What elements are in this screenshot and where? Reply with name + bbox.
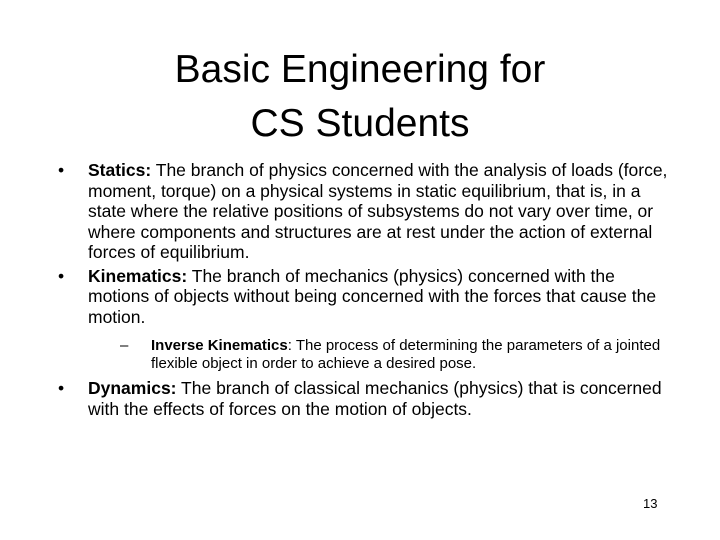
bullet-text: The branch of physics concerned with the analysis of loads (force, moment, torque) on a physical systems in static equilibrium, that is, in a state where the relative positions of subsystems do not vary over time, or where components and structures are at rest under the action of external forces of equilibrium. — [88, 160, 668, 262]
bullet-statics — [57, 160, 677, 263]
sub-bullet-marker: – — [120, 337, 129, 354]
bullet-term: Kinematics: — [88, 265, 188, 286]
bullet-marker: • — [58, 378, 65, 398]
bullet-term: Dynamics: — [88, 378, 177, 398]
slide-title-line-2: CS Students — [250, 102, 470, 145]
sub-bullet-text: : The process of determining the parameters of a jointed flexible object in order to achieve a desired pose. — [151, 337, 661, 372]
bullet-marker: • — [58, 160, 65, 180]
bullet-text: The branch of classical mechanics (physics) that is concerned with the effects of forces on the motion of objects. — [88, 378, 662, 419]
bullet-list — [57, 160, 677, 419]
bullet-dynamics — [57, 378, 677, 419]
bullet-kinematics — [57, 266, 677, 373]
page-number: 13 — [643, 496, 658, 511]
bullet-marker: • — [58, 265, 65, 286]
bullet-text: The branch of mechanics (physics) concerned with the motions of objects without being concerned with the forces that cause the motion. — [88, 265, 657, 327]
slide-title-line-1: Basic Engineering for — [174, 48, 546, 91]
bullet-term: Statics: — [88, 160, 152, 180]
sub-bullet-inverse-kinematics — [120, 337, 677, 372]
sub-bullet-term: Inverse Kinematics — [151, 337, 288, 354]
slide-title — [60, 43, 660, 151]
